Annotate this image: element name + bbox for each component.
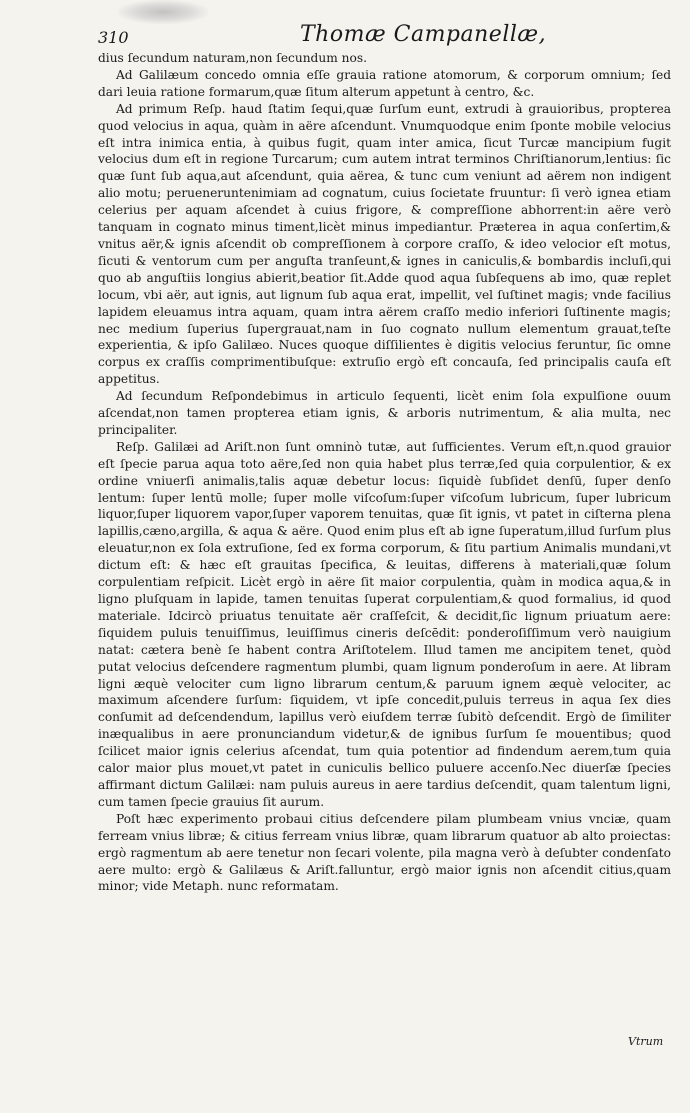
running-title: Thomæ Campanellæ, — [300, 22, 547, 47]
paragraph-resp-galilaei: Reſp. Galilæi ad Ariſt.non ſunt omninò tutæ, aut ſufficientes. Verum eſt,n.quod grauior eſt ſpecie parua aqua toto aëre,ſed non quia habet plus terræ,ſed quia corpulentior, & ex ordine vniuerſi animalis,talis aquæ debetur locus: ſiquidè ſubſidet denſū, ſuper denſo lentum: ſuper lentū molle; ſuper molle viſcoſum:ſuper viſcoſum lubricum, ſuper lubricum liquor,ſuper liquorem vapor,ſuper vaporem tenuitas, quæ ſit ignis, vt patet in ciſterna plena lapillis,cæno,argilla, & aqua & aëre. Quod enim plus eſt ab igne ſuperatum,illud ſurſum plus eleuatur,non ex ſola extruſione, ſed ex forma corporum, & ſitu partium Animalis mundani,vt dictum eſt: & hæc eſt grauitas ſpecifica, & leuitas, differens à materiali,quæ ſolum corpulentiam reſpicit. Licèt ergò in aëre ſit maior corpulentia, quàm in modica aqua,& in ligno pluſquam in lapide, tamen tenuitas ſuperat corpulentiam,& quod formalius, id quod materiale. Idcircò priuatus tenuitate aër craſſeſcit, & decidit,ſic lignum priuatum aere: ſiquidem puluis tenuiſſimus, leuiſſimus cineris deſcēdit: ponderoſiſſimum verò nauigium natat: cætera benè ſe habent contra Ariſtotelem. Illud tamen me ancipitem tenet, quòd putat velocius deſcendere ragmentum plumbi, quam lignum ponderoſum in aere. At libram ligni æquè velociter cum ligno librarum centum,& paruum ignem æquè velociter, ac maximum aſcendere ſurſum: ſiquidem, vt ipſe concedit,puluis terreus in aqua ſex dies conſumit ad deſcendendum, lapillus verò eiuſdem terræ ſubitò deſcendit. Ergò de ſimiliter inæqualibus in aere pronunciandum videtur,& de ignibus ſurſum ſe mouentibus; quod ſcilicet maior ignis celerius aſcendat, tum quia potentior ad findendum aerem,tum quia calor maior plus mouet,vt patet in cuniculis bellico puluere accenſo.Nec diuerſæ ſpecies affirmant dictum Galilæi: nam puluis aureus in aere tardius deſcendit, quam talentum ligni, cum tamen ſpecie grauius ſit aurum. — [98, 439, 671, 809]
paragraph-post-haec: Poſt hæc experimento probaui citius deſcendere pilam plumbeam vnius vnciæ, quam ferream vnius libræ; & citius ferream vnius libræ, quam librarum quatuor ab alto proiectas: ergò ragmentum ab aere tenetur non ſecari volente, pila magna verò à deſubter condenſato aere multo: ergò & Galilæus & Ariſt.falluntur, ergò maior ignis non aſcendit citius,quam minor; vide Metaph. nunc reformatam. — [98, 811, 671, 894]
catchword: Vtrum — [628, 1035, 664, 1048]
page-header — [98, 22, 598, 50]
paragraph-ad-primum: Ad primum Reſp. haud ſtatim ſequi,quæ ſurſum eunt, extrudi à grauioribus, propterea quod velocius in aqua, quàm in aëre aſcendunt. Vnumquodque enim ſponte mobile velocius eſt intra inimica entia, à quibus fugit, quam inter amica, ſicut Turcæ mancipium fugit velocius dum eſt in regione Turcarum; cum autem intrat terminos Chriſtianorum,lentius: ſic quæ ſunt ſub aqua,aut aſcendunt, quia aërea, & tunc cum veniunt ad aërem non indigent alio motu; perueneruntenimiam ad cognatum, cuius ſocietate fruuntur: ſi verò ignea etiam celerius per aquam aſcendet à cuius frigore, & compreſſione abhorrent:in aëre verò tanquam in cognato minus timent,licèt minus impediantur. Præterea in aqua conſertim,& vnitus aër,& ignis aſcendit ob compreſſionem à corpore craſſo, & ideo velocior eſt motus, ſicuti & ventorum cum per anguſta tranſeunt,& ignes in caniculis,& bombardis incluſi,qui quo ab anguſtiis longius abierit,beatior ſit.Adde quod aqua ſubſequens ab imo, quæ replet locum, vbi aër, aut ignis, aut lignum ſub aqua erat, impellit, vel ſuſtinet magis; vnde facilius lapidem eleuamus intra aquam, quam intra aërem craſſo medio inferiori ſuſtinente magis; nec medium ſuperius ſupergrauat,nam in ſuo cognato nullum elementum grauat,teſte experientia, & ipſo Galilæo. Nuces quoque diſſilientes è digitis velocius feruntur, ſic omne corpus ex craſſis comprimentibuſque: extruſio ergò eſt concauſa, ſed principalis cauſa eſt appetitus. — [98, 101, 671, 387]
ink-blot — [118, 0, 208, 24]
body-text — [98, 50, 671, 895]
paragraph-ad-secundum: Ad ſecundum Reſpondebimus in articulo ſequenti, licèt enim ſola expulſione ouum aſcendat,non tamen propterea etiam ignis, & arboris nutrimentum, & alia multa, nec principaliter. — [98, 389, 671, 437]
paragraph-continuation: dius ſecundum naturam,non ſecundum nos. — [98, 51, 367, 65]
paragraph-ad-galilaeum: Ad Galilæum concedo omnia eſſe grauia ratione atomorum, & corporum omnium; ſed dari leuia ratione formarum,quæ ſitum alterum appetunt à centro, &c. — [98, 67, 671, 99]
page-number: 310 — [98, 28, 129, 47]
